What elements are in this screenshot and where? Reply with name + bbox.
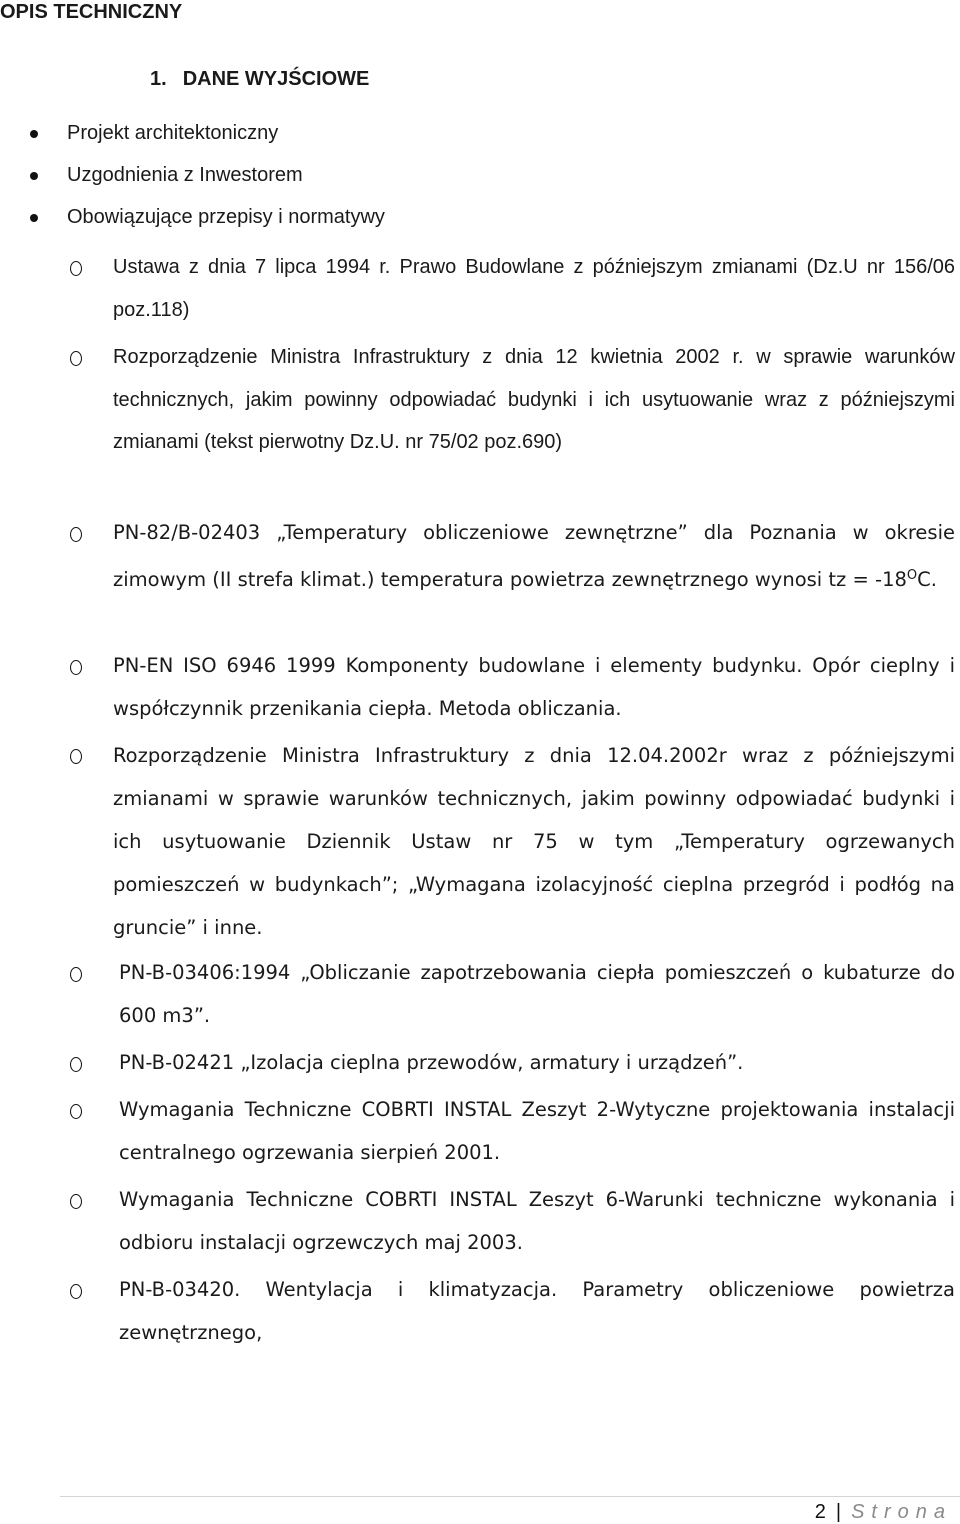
basis-bullet-list (0, 118, 927, 244)
bullet-text: Obowiązujące przepisy i normatywy (67, 206, 385, 228)
circle-bullet-icon (70, 749, 82, 764)
bullet-dot-icon (30, 172, 38, 180)
bullet-item (0, 202, 927, 244)
circle-bullet-icon (70, 261, 82, 276)
regulation-text-main: PN-82/B-02403 „Temperatury obliczeniowe zewnętrzne” dla Poznania w okresie zimowym (II strefa klimat.) temperatura powietrza zewnętrznego wynosi tz = -18 (113, 521, 955, 591)
bullet-text: Projekt architektoniczny (67, 122, 279, 144)
temperature-unit: C. (917, 567, 937, 591)
regulation-text: Wymagania Techniczne COBRTI INSTAL Zeszyt 6-Warunki techniczne wykonania i odbioru instalacji ogrzewczych maj 2003. (119, 1188, 955, 1254)
page-number: 2 (814, 1501, 826, 1523)
circle-bullet-icon (70, 527, 82, 542)
bullet-text: Uzgodnienia z Inwestorem (67, 164, 303, 186)
regulation-text: PN-B-02421 „Izolacja cieplna przewodów, armatury i urządzeń”. (119, 1051, 744, 1074)
section-number: 1. (150, 68, 167, 90)
circle-bullet-icon (70, 660, 82, 675)
section-title: DANE WYJŚCIOWE (182, 68, 370, 90)
footer-divider (60, 1496, 960, 1497)
bullet-dot-icon (30, 130, 38, 138)
regulation-text: Rozporządzenie Ministra Infrastruktury z dnia 12 kwietnia 2002 r. w sprawie warunków technicznych, jakim powinny odpowiadać budynki i ich usytuowanie wraz z późniejszymi zmianami (tekst pierwotny Dz.U. nr 75/02 poz.690) (113, 346, 955, 454)
regulation-text: Rozporządzenie Ministra Infrastruktury z dnia 12.04.2002r wraz z późniejszymi zmianami w sprawie warunków technicznych, jakim powinny odpowiadać budynki i ich usytuowanie Dziennik Ustaw nr 75 w tym „Temperatury ogrzewanych pomieszczeń w budynkach”; „Wymagana izolacyjność cieplna przegród i podłóg na gruncie” i inne. (113, 744, 955, 939)
regulation-text (113, 512, 955, 601)
regulation-text: Ustawa z dnia 7 lipca 1994 r. Prawo Budowlane z późniejszym zmianami (Dz.U nr 156/06 poz.118) (113, 256, 955, 321)
footer-separator: | (835, 1501, 842, 1523)
page-footer (815, 1500, 952, 1524)
circle-bullet-icon (70, 1284, 82, 1299)
section-heading (150, 67, 369, 91)
regulation-text: PN-EN ISO 6946 1999 Komponenty budowlane i elementy budynku. Opór cieplny i współczynnik przenikania ciepła. Metoda obliczania. (113, 654, 955, 720)
circle-bullet-icon (70, 967, 82, 982)
regulation-text: Wymagania Techniczne COBRTI INSTAL Zeszyt 2-Wytyczne projektowania instalacji centralnego ogrzewania sierpień 2001. (119, 1098, 955, 1164)
page-label: Strona (851, 1501, 952, 1523)
regulation-text: PN-B-03420. Wentylacja i klimatyzacja. Parametry obliczeniowe powietrza zewnętrznego, (119, 1278, 955, 1344)
circle-bullet-icon (70, 1194, 82, 1209)
bullet-dot-icon (30, 214, 38, 222)
bullet-item (0, 160, 927, 202)
bullet-item (0, 118, 927, 160)
degree-symbol: O (906, 567, 918, 583)
circle-bullet-icon (70, 351, 82, 366)
regulation-text: PN-B-03406:1994 „Obliczanie zapotrzebowania ciepła pomieszczeń o kubaturze do 600 m3”. (119, 961, 955, 1027)
document-title: OPIS TECHNICZNY (0, 1, 183, 23)
circle-bullet-icon (70, 1104, 82, 1119)
circle-bullet-icon (70, 1057, 82, 1072)
